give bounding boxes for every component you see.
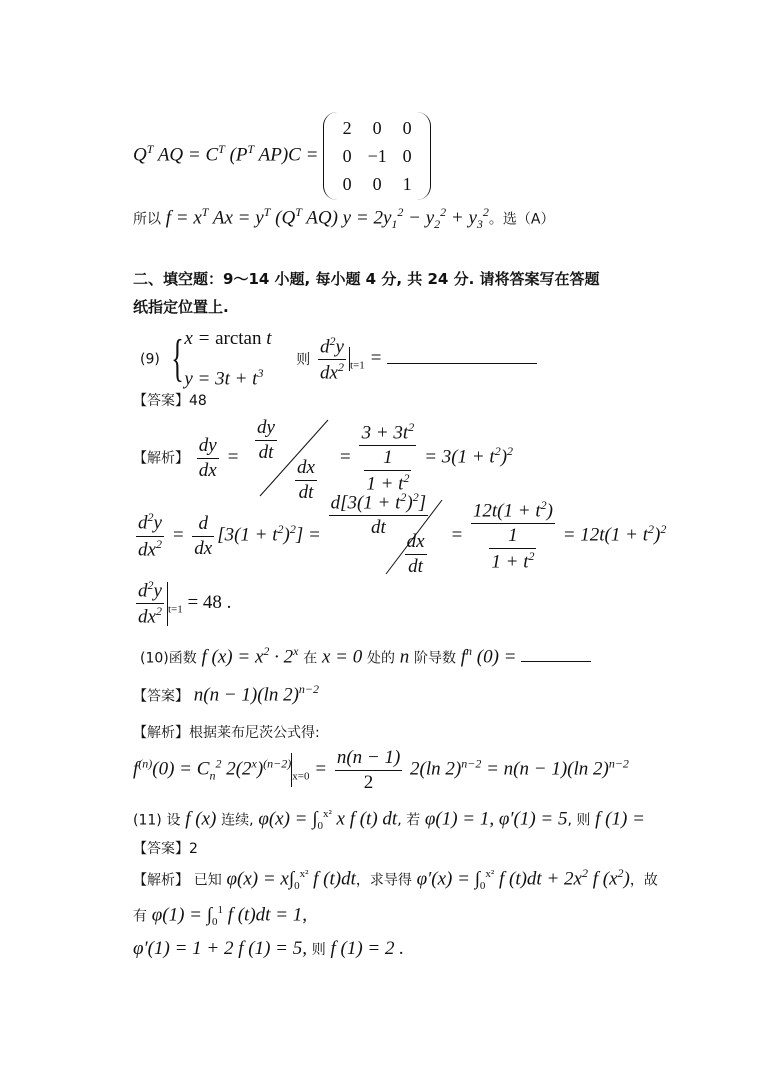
fraction-slash bbox=[326, 496, 446, 576]
matrix-equation: $Q^T$ AQ = $C^T$ ($P^T$ AP)C = 2 0 0 0 −1 0 0 0 1 bbox=[133, 112, 431, 200]
q11-analysis-line2: 有 $\varphi(1) = \int_0^1$ f (t)dt = 1, bbox=[133, 904, 308, 929]
question-10: (10)函数 f $(x) = x^2 \cdot 2^x$ 在 x = 0 处的 n 阶导数 $f^n$ (0) = bbox=[140, 644, 591, 668]
section-heading: 二、填空题：9～14 小题, 每小题 4 分, 共 24 分. 请将答案写在答题 bbox=[133, 270, 600, 288]
answer-blank[interactable] bbox=[521, 661, 591, 662]
q11-answer: 【答案】2 bbox=[133, 841, 198, 857]
q9-answer: 【答案】48 bbox=[133, 393, 207, 409]
q11-analysis-line3: φ′(1) = 1 + 2 f (1) = 5, 则 f (1) = 2 . bbox=[133, 938, 404, 959]
section-heading-cont: 纸指定位置上. bbox=[133, 298, 229, 316]
q9-analysis-line2: $\frac{d^2y}{dx^2}$ = $\frac{d}{dx}$ $[3(1 + t^2)^2]$ = $\frac{d[3(1 + t^2)^2]}{dt}$ $\frac{dx}{dt}$ = $\frac{12t(1 + t^2)}{\frac{1}{1 + t^2}}$ = $12t(1 + t^2)^2$ bbox=[138, 490, 667, 577]
quadratic-form-line: 所以 $f = x^T$ $Ax = y^T$ ($Q^T$ AQ) $y = 2y_1^2 - y_2^2 + y_3^2$。选（A） bbox=[133, 205, 555, 232]
diagonal-matrix: 2 0 0 0 −1 0 0 0 1 bbox=[323, 112, 431, 200]
q9-final: $\frac{d^2y}{dx^2}$ $_{t=1}$ = 48 . bbox=[138, 578, 232, 628]
q10-answer: 【答案】 n(n − 1)(ln 2)$^{n-2}$ bbox=[133, 682, 320, 706]
question-9: (9) { x = arctan t $y = 3t + t^3$ 则 $\frac{d^2y}{dx^2}$ $_{t=1}$ = bbox=[140, 322, 537, 396]
answer-blank[interactable] bbox=[387, 363, 537, 364]
q10-analysis-formula: $f^{(n)}(0) = C_n^2$ $2(2^x)^{(n-2)}_{x=0}$ = $\frac{n(n - 1)}{2}$ 2(ln 2)$^{n-2}$ = n(n − 1)(ln 2)$^{n-2}$ bbox=[133, 747, 629, 793]
q9-analysis-line1: 【解析】 $\frac{dy}{dx}$ = $\frac{dy}{dt}$ $\frac{dx}{dt}$ = $\frac{3 + 3t^2}{\frac{1}{1 + t^2}}$ = $3(1 + t^2)^2$ bbox=[133, 417, 514, 503]
q11-analysis-line1: 【解析】 已知 $\varphi(x) = x\int_0^{x^2}$ f (t)dt，求导得 $\varphi'(x) = \int_0^{x^2}$ f $(t)dt + 2x^2$ f $(x^2)$，故 bbox=[133, 866, 658, 893]
q10-analysis-label: 【解析】根据莱布尼茨公式得: bbox=[133, 725, 320, 741]
fraction-slash bbox=[244, 418, 334, 498]
question-11: (11) 设 f (x) 连续, $\varphi(x) = \int_0^{x^2}$ x f (t) dt, 若 φ(1) = 1, φ′(1) = 5, 则 f (1) = bbox=[133, 808, 645, 833]
